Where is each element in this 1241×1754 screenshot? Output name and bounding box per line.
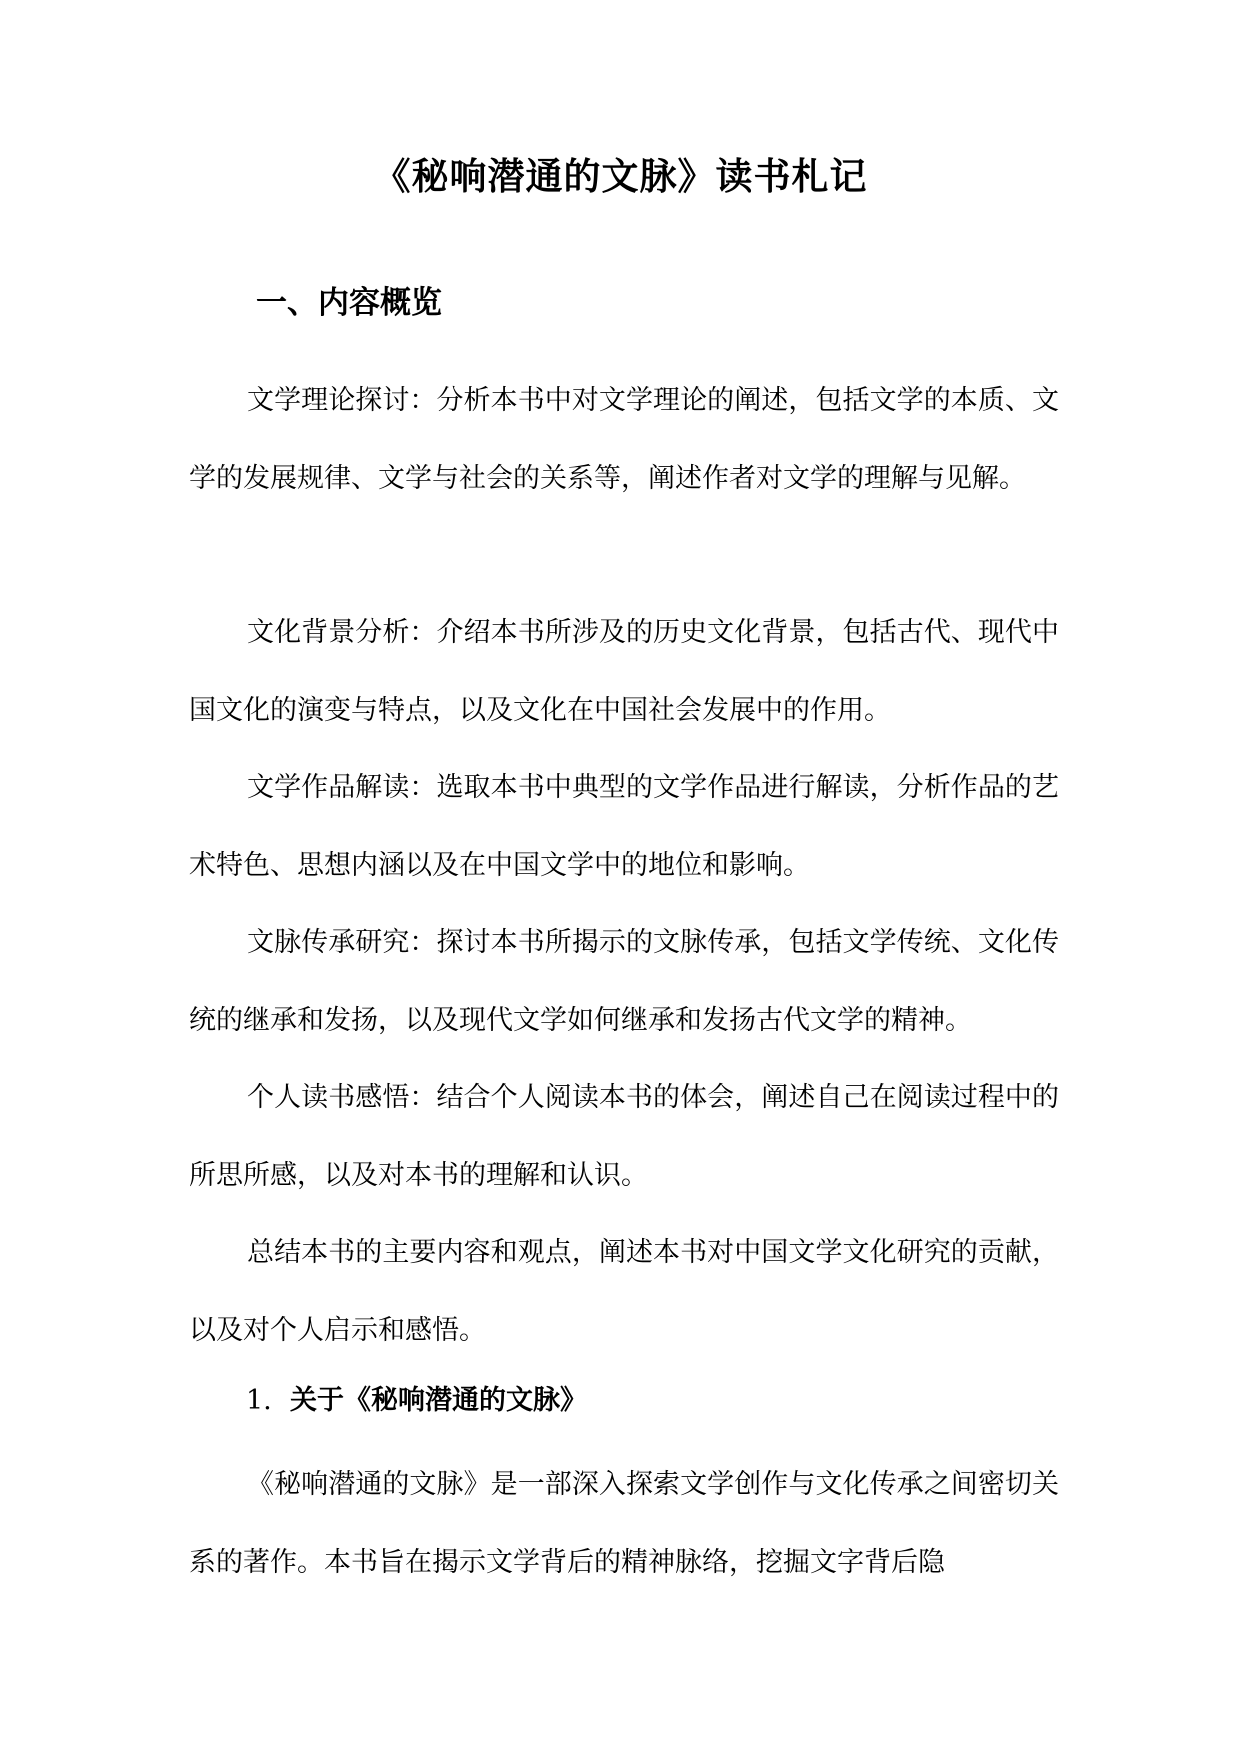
paragraph-cultural-lineage: 文脉传承研究：探讨本书所揭示的文脉传承，包括文学传统、文化传统的继承和发扬，以及现代文学如何继承和发扬古代文学的精神。 [189, 927, 1059, 1036]
paragraph-about-book: 《秘响潜通的文脉》是一部深入探索文学创作与文化传承之间密切关系的著作。本书旨在揭示文学背后的精神脉络，挖掘文字背后隐 [189, 1469, 1059, 1578]
section-heading-content-overview: 一、内容概览 [256, 285, 442, 321]
paragraph-summary: 总结本书的主要内容和观点，阐述本书对中国文学文化研究的贡献，以及对个人启示和感悟。 [189, 1237, 1059, 1346]
subsection-heading-about-book [246, 1381, 587, 1421]
subsection-heading-text: 关于《秘响潜通的文脉》 [290, 1385, 587, 1416]
paragraph-literary-works: 文学作品解读：选取本书中典型的文学作品进行解读，分析作品的艺术特色、思想内涵以及在中国文学中的地位和影响。 [189, 772, 1059, 881]
subsection-number: 1. [246, 1385, 272, 1416]
paragraph-personal-reflection: 个人读书感悟：结合个人阅读本书的体会，阐述自己在阅读过程中的所思所感，以及对本书的理解和认识。 [189, 1082, 1059, 1191]
paragraph-literary-theory: 文学理论探讨：分析本书中对文学理论的阐述，包括文学的本质、文学的发展规律、文学与社会的关系等，阐述作者对文学的理解与见解。 [189, 385, 1059, 494]
document-title: 《秘响潜通的文脉》读书札记 [373, 154, 868, 198]
paragraph-cultural-background: 文化背景分析：介绍本书所涉及的历史文化背景，包括古代、现代中国文化的演变与特点，以及文化在中国社会发展中的作用。 [189, 617, 1059, 726]
